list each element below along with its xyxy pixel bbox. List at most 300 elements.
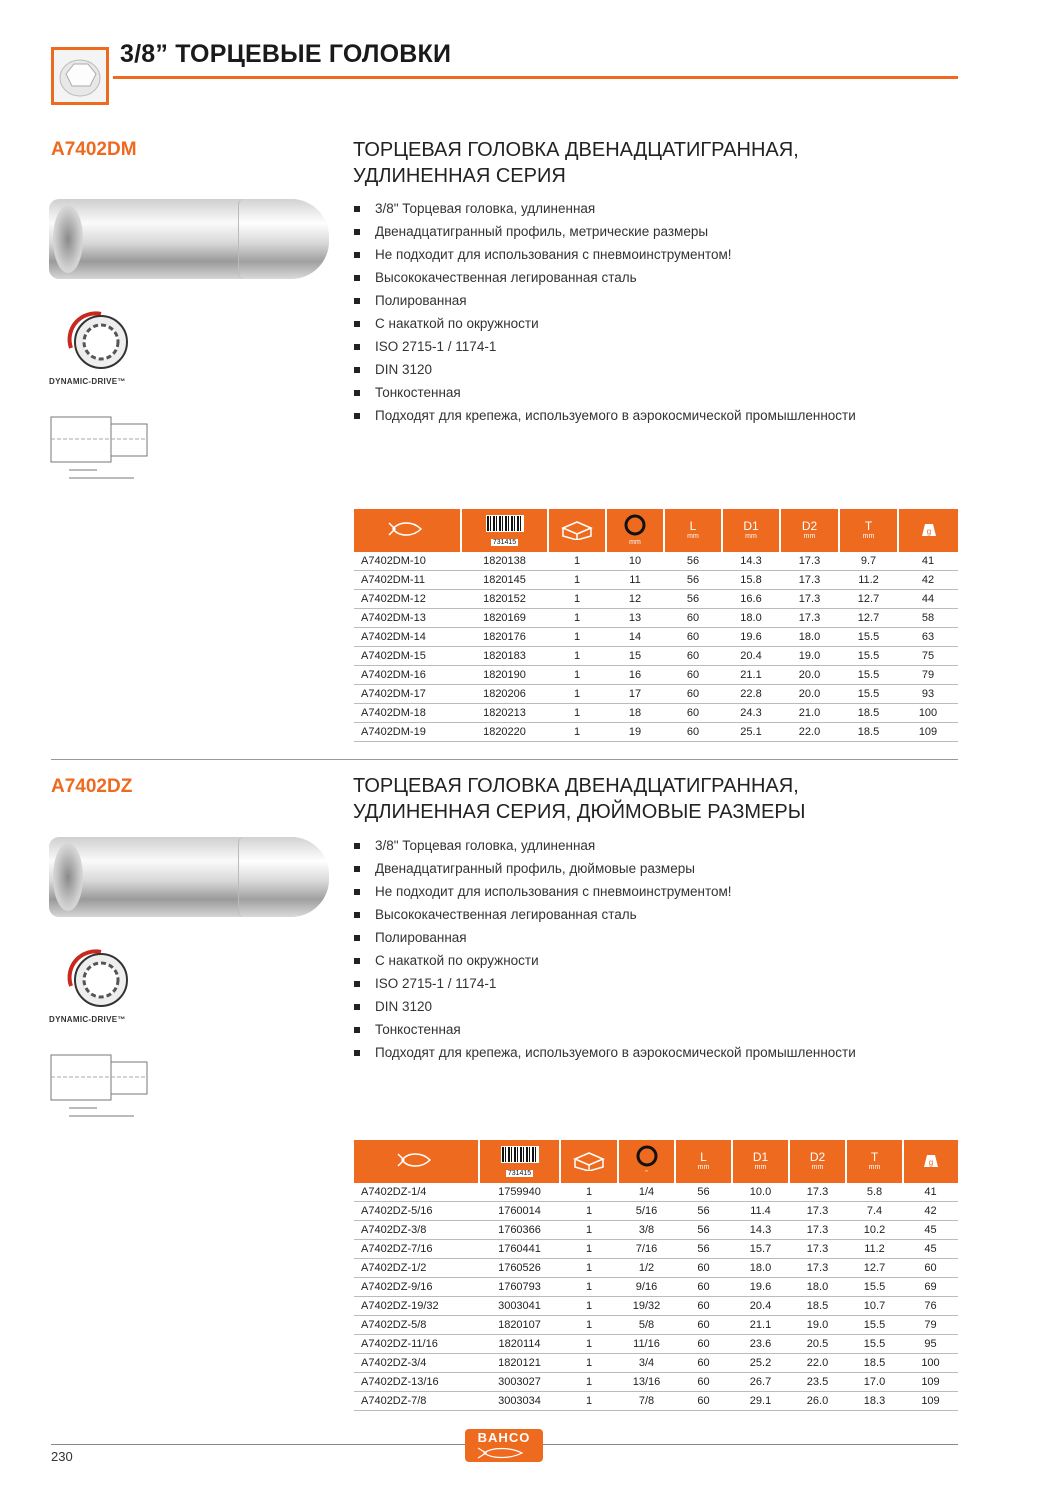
table-cell: 9.7 [839,552,898,571]
table-cell: 18.5 [789,1297,846,1316]
table-cell: A7402DZ-3/4 [354,1354,479,1373]
table-cell: 60 [664,647,722,666]
section-title [353,773,805,825]
table-cell: 1 [548,571,606,590]
feature-item: Тонкостенная [353,1018,953,1041]
fish-logo-icon [474,1447,534,1459]
table-cell: 1 [560,1183,618,1202]
feature-item: Двенадцатигранный профиль, дюймовые размеры [353,857,953,880]
table-cell: 41 [898,552,958,571]
table-cell: 3003027 [479,1373,560,1392]
barcode-number: 731415 [492,538,517,546]
table-cell: A7402DZ-7/16 [354,1240,479,1259]
table-cell: 79 [898,666,958,685]
table-cell: 17.0 [846,1373,903,1392]
table-cell: 45 [903,1240,958,1259]
table-cell: 1/2 [618,1259,675,1278]
table-cell: 18 [606,704,664,723]
table-cell: 60 [675,1316,732,1335]
table-cell: 15.5 [839,666,898,685]
table-cell: 12.7 [839,609,898,628]
feature-item: DIN 3120 [353,358,953,381]
table-cell: 15.5 [846,1335,903,1354]
table-cell: 7.4 [846,1202,903,1221]
table-cell: 23.5 [789,1373,846,1392]
table-cell: 20.4 [722,647,780,666]
feature-item: Высококачественная легированная сталь [353,903,953,926]
table-cell: 1 [548,590,606,609]
feature-item: Подходят для крепежа, используемого в аэрокосмической промышленности [353,404,953,427]
dynamic-drive-icon [49,944,149,1010]
table-cell: 5/16 [618,1202,675,1221]
col-D2: D2 mm [780,509,839,552]
col-weight [903,1140,958,1183]
table-cell: 18.5 [846,1354,903,1373]
table-cell: 60 [903,1259,958,1278]
feature-item: Высококачественная легированная сталь [353,266,953,289]
table-cell: 1820176 [461,628,548,647]
table-cell: 17.3 [789,1221,846,1240]
spec-table [354,1140,958,1411]
table-cell: 56 [664,571,722,590]
dynamic-drive-badge [49,944,149,1024]
table-cell: 1820107 [479,1316,560,1335]
table-cell: 19/32 [618,1297,675,1316]
table-cell: 95 [903,1335,958,1354]
table-cell: 1 [548,609,606,628]
table-cell: 1760793 [479,1278,560,1297]
dynamic-drive-label: DYNAMIC-DRIVE™ [49,377,126,386]
weight-icon [922,1151,940,1169]
fish-icon [387,519,427,539]
table-row [354,1297,958,1316]
table-cell: 10.0 [732,1183,789,1202]
table-cell: 20.0 [780,685,839,704]
table-cell: 1820169 [461,609,548,628]
feature-item: 3/8" Торцевая головка, удлиненная [353,197,953,220]
size-unit: " [645,1170,648,1177]
socket-photo [49,837,329,917]
table-cell: A7402DM-11 [354,571,461,590]
col-D1: D1 mm [722,509,780,552]
table-cell: 45 [903,1221,958,1240]
table-cell: 11.2 [839,571,898,590]
section-title [353,137,799,189]
table-cell: 25.1 [722,723,780,742]
socket-opening [53,205,83,273]
table-cell: A7402DZ-3/8 [354,1221,479,1240]
table-cell: A7402DZ-13/16 [354,1373,479,1392]
feature-item: Тонкостенная [353,381,953,404]
table-cell: 1 [560,1278,618,1297]
table-cell: 44 [898,590,958,609]
table-cell: A7402DM-16 [354,666,461,685]
table-cell: 1 [548,723,606,742]
table-cell: 21.1 [722,666,780,685]
table-cell: 18.0 [789,1278,846,1297]
table-cell: 18.5 [839,723,898,742]
table-cell: 23.6 [732,1335,789,1354]
table-row [354,704,958,723]
table-row [354,1221,958,1240]
ring-icon [624,514,646,536]
table-cell: 12 [606,590,664,609]
table-cell: 42 [898,571,958,590]
table-cell: 1820220 [461,723,548,742]
feature-item: Не подходит для использования с пневмоинструментом! [353,880,953,903]
feature-item: 3/8" Торцевая головка, удлиненная [353,834,953,857]
table-cell: 15.5 [839,685,898,704]
table-cell: 17 [606,685,664,704]
table-cell: 10.7 [846,1297,903,1316]
socket-photo [49,199,329,279]
table-cell: A7402DM-12 [354,590,461,609]
table-cell: 17.3 [789,1259,846,1278]
drawing-icon [49,1050,159,1120]
table-cell: 60 [664,723,722,742]
box-icon [559,518,595,540]
table-cell: 19.6 [722,628,780,647]
col-L: L mm [675,1140,732,1183]
feature-item: ISO 2715-1 / 1174-1 [353,335,953,358]
table-cell: A7402DM-14 [354,628,461,647]
table-cell: A7402DM-15 [354,647,461,666]
dimension-drawing [49,412,159,487]
socket-icon [54,50,106,102]
section-title-line1: ТОРЦЕВАЯ ГОЛОВКА ДВЕНАДЦАТИГРАННАЯ, [353,139,799,161]
table-cell: A7402DZ-5/8 [354,1316,479,1335]
table-cell: 10.2 [846,1221,903,1240]
table-row [354,1392,958,1411]
table-cell: 100 [903,1354,958,1373]
table-cell: A7402DZ-11/16 [354,1335,479,1354]
table-cell: 60 [664,628,722,647]
weight-icon [920,520,938,538]
feature-item: С накаткой по окружности [353,312,953,335]
table-cell: 76 [903,1297,958,1316]
table-header-row [354,1140,958,1183]
table-row [354,609,958,628]
table-cell: 1 [560,1354,618,1373]
table-cell: 12.7 [839,590,898,609]
table-cell: 15.5 [839,628,898,647]
table-cell: 20.0 [780,666,839,685]
table-cell: 3003034 [479,1392,560,1411]
dynamic-drive-icon [49,306,149,372]
header-socket-image [51,47,109,105]
table-row [354,1259,958,1278]
table-row [354,666,958,685]
table-cell: 17.3 [789,1202,846,1221]
table-cell: 17.3 [780,590,839,609]
table-cell: 1760441 [479,1240,560,1259]
table-header-row [354,509,958,552]
table-cell: 15.7 [732,1240,789,1259]
table-cell: 22.8 [722,685,780,704]
table-cell: 14.3 [732,1221,789,1240]
table-cell: 75 [898,647,958,666]
table-cell: 58 [898,609,958,628]
barcode-icon [486,515,524,532]
table-cell: 3/4 [618,1354,675,1373]
table-cell: 1820213 [461,704,548,723]
col-pack [560,1140,618,1183]
table-cell: 17.3 [780,552,839,571]
table-cell: 15 [606,647,664,666]
page-title: 3/8” ТОРЦЕВЫЕ ГОЛОВКИ [120,40,452,68]
table-cell: A7402DM-17 [354,685,461,704]
section-title-line1: ТОРЦЕВАЯ ГОЛОВКА ДВЕНАДЦАТИГРАННАЯ, [353,775,799,797]
svg-text:g: g [926,527,931,536]
table-cell: 18.0 [780,628,839,647]
table-cell: 60 [664,704,722,723]
table-cell: 100 [898,704,958,723]
ring-icon [636,1145,658,1167]
table-row [354,1354,958,1373]
table-cell: 60 [675,1354,732,1373]
table-row [354,1202,958,1221]
table-cell: 20.4 [732,1297,789,1316]
table-cell: 20.5 [789,1335,846,1354]
dimension-drawing [49,1050,159,1125]
drawing-icon [49,412,159,482]
table-row [354,685,958,704]
table-cell: 18.0 [722,609,780,628]
table-cell: A7402DM-18 [354,704,461,723]
table-cell: 56 [675,1183,732,1202]
table-row [354,1373,958,1392]
table-cell: 60 [675,1392,732,1411]
table-row [354,1278,958,1297]
table-cell: 42 [903,1202,958,1221]
table-cell: 17.3 [780,609,839,628]
col-D1: D1 mm [732,1140,789,1183]
table-cell: 1760526 [479,1259,560,1278]
table-cell: 13/16 [618,1373,675,1392]
table-cell: 1 [560,1373,618,1392]
table-cell: 1 [560,1221,618,1240]
svg-text:g: g [928,1158,934,1167]
col-article [354,1140,479,1183]
box-icon [571,1149,607,1171]
col-T: T mm [846,1140,903,1183]
table-cell: 109 [903,1373,958,1392]
table-cell: 109 [898,723,958,742]
table-row [354,552,958,571]
table-cell: 1 [560,1297,618,1316]
table-cell: 17.3 [789,1240,846,1259]
product-code: A7402DM [51,139,137,160]
table-cell: 17.3 [780,571,839,590]
table-cell: 16 [606,666,664,685]
table-row [354,1240,958,1259]
table-row [354,1316,958,1335]
col-weight [898,509,958,552]
table-cell: 21.1 [732,1316,789,1335]
table-cell: 1 [560,1240,618,1259]
table-cell: 5.8 [846,1183,903,1202]
table-cell: 1820145 [461,571,548,590]
table-cell: 1/4 [618,1183,675,1202]
feature-item: Подходят для крепежа, используемого в аэрокосмической промышленности [353,1041,953,1064]
table-cell: 7/16 [618,1240,675,1259]
table-row [354,628,958,647]
dynamic-drive-label: DYNAMIC-DRIVE™ [49,1015,126,1024]
col-size [606,509,664,552]
table-cell: 1 [560,1335,618,1354]
table-cell: 7/8 [618,1392,675,1411]
table-cell: 22.0 [789,1354,846,1373]
table-cell: 15.8 [722,571,780,590]
col-ean [479,1140,560,1183]
table-cell: A7402DM-10 [354,552,461,571]
col-pack [548,509,606,552]
table-cell: 1 [548,666,606,685]
table-cell: 13 [606,609,664,628]
table-row [354,1335,958,1354]
table-cell: A7402DM-13 [354,609,461,628]
feature-list [353,197,953,427]
table-cell: 1820138 [461,552,548,571]
table-cell: 19.0 [780,647,839,666]
col-L: L mm [664,509,722,552]
table-cell: 1760014 [479,1202,560,1221]
table-cell: 18.0 [732,1259,789,1278]
table-cell: A7402DZ-7/8 [354,1392,479,1411]
feature-item: DIN 3120 [353,995,953,1018]
table-cell: A7402DZ-9/16 [354,1278,479,1297]
product-code: A7402DZ [51,776,133,797]
feature-item: С накаткой по окружности [353,949,953,972]
table-cell: 16.6 [722,590,780,609]
table-cell: 1 [560,1392,618,1411]
table-cell: 26.7 [732,1373,789,1392]
feature-item: Полированная [353,926,953,949]
table-row [354,647,958,666]
table-cell: 26.0 [789,1392,846,1411]
brand-name: BAHCO [477,1430,531,1445]
feature-item: Полированная [353,289,953,312]
table-row [354,1183,958,1202]
table-cell: 1820183 [461,647,548,666]
socket-opening [53,843,83,911]
table-cell: 24.3 [722,704,780,723]
table-cell: 1820206 [461,685,548,704]
table-cell: 15.5 [839,647,898,666]
table-cell: 12.7 [846,1259,903,1278]
table-cell: A7402DZ-1/2 [354,1259,479,1278]
table-cell: 1 [548,704,606,723]
table-cell: 18.3 [846,1392,903,1411]
col-D2: D2 mm [789,1140,846,1183]
size-unit: mm [629,539,641,546]
table-cell: 1 [548,628,606,647]
table-cell: 10 [606,552,664,571]
table-cell: A7402DZ-1/4 [354,1183,479,1202]
table-cell: A7402DM-19 [354,723,461,742]
table-row [354,571,958,590]
table-cell: A7402DZ-5/16 [354,1202,479,1221]
table-cell: 17.3 [789,1183,846,1202]
table-cell: 56 [664,552,722,571]
table-cell: 11.2 [846,1240,903,1259]
table-cell: 1759940 [479,1183,560,1202]
table-cell: 69 [903,1278,958,1297]
barcode-number: 731415 [507,1169,532,1177]
bahco-logo [465,1429,543,1462]
table-cell: 1 [560,1316,618,1335]
section-title-line2: УДЛИНЕННАЯ СЕРИЯ, ДЮЙМОВЫЕ РАЗМЕРЫ [353,801,806,823]
table-cell: 5/8 [618,1316,675,1335]
table-cell: 60 [664,685,722,704]
table-cell: 60 [664,666,722,685]
feature-item: ISO 2715-1 / 1174-1 [353,972,953,995]
table-cell: 21.0 [780,704,839,723]
table-cell: 19.6 [732,1278,789,1297]
table-row [354,590,958,609]
table-cell: 1820121 [479,1354,560,1373]
table-cell: 60 [675,1278,732,1297]
table-cell: 93 [898,685,958,704]
table-cell: 14.3 [722,552,780,571]
section-divider [51,759,958,760]
spec-table [354,509,958,742]
col-article [354,509,461,552]
table-cell: 60 [675,1335,732,1354]
table-row [354,723,958,742]
table-cell: 9/16 [618,1278,675,1297]
table-cell: 11/16 [618,1335,675,1354]
table-cell: 56 [664,590,722,609]
table-cell: 19 [606,723,664,742]
table-cell: 11.4 [732,1202,789,1221]
table-cell: 29.1 [732,1392,789,1411]
table-cell: 63 [898,628,958,647]
dynamic-drive-badge [49,306,149,386]
table-cell: 1 [548,552,606,571]
table-cell: 1 [548,685,606,704]
table-cell: 60 [664,609,722,628]
table-cell: 15.5 [846,1316,903,1335]
table-cell: 1760366 [479,1221,560,1240]
table-cell: 1820152 [461,590,548,609]
table-cell: 22.0 [780,723,839,742]
table-cell: 41 [903,1183,958,1202]
feature-list [353,834,953,1064]
header-divider [113,76,958,79]
table-cell: 56 [675,1240,732,1259]
table-cell: 25.2 [732,1354,789,1373]
table-cell: 109 [903,1392,958,1411]
table-cell: 15.5 [846,1278,903,1297]
barcode-icon [501,1146,539,1163]
table-cell: 79 [903,1316,958,1335]
table-cell: 60 [675,1297,732,1316]
table-cell: 1 [560,1202,618,1221]
table-cell: 56 [675,1202,732,1221]
table-cell: A7402DZ-19/32 [354,1297,479,1316]
table-cell: 56 [675,1221,732,1240]
table-cell: 18.5 [839,704,898,723]
table-cell: 14 [606,628,664,647]
col-size [618,1140,675,1183]
table-cell: 1 [548,647,606,666]
table-cell: 3/8 [618,1221,675,1240]
col-ean [461,509,548,552]
page-number: 230 [51,1449,73,1464]
feature-item: Не подходит для использования с пневмоинструментом! [353,243,953,266]
col-T: T mm [839,509,898,552]
